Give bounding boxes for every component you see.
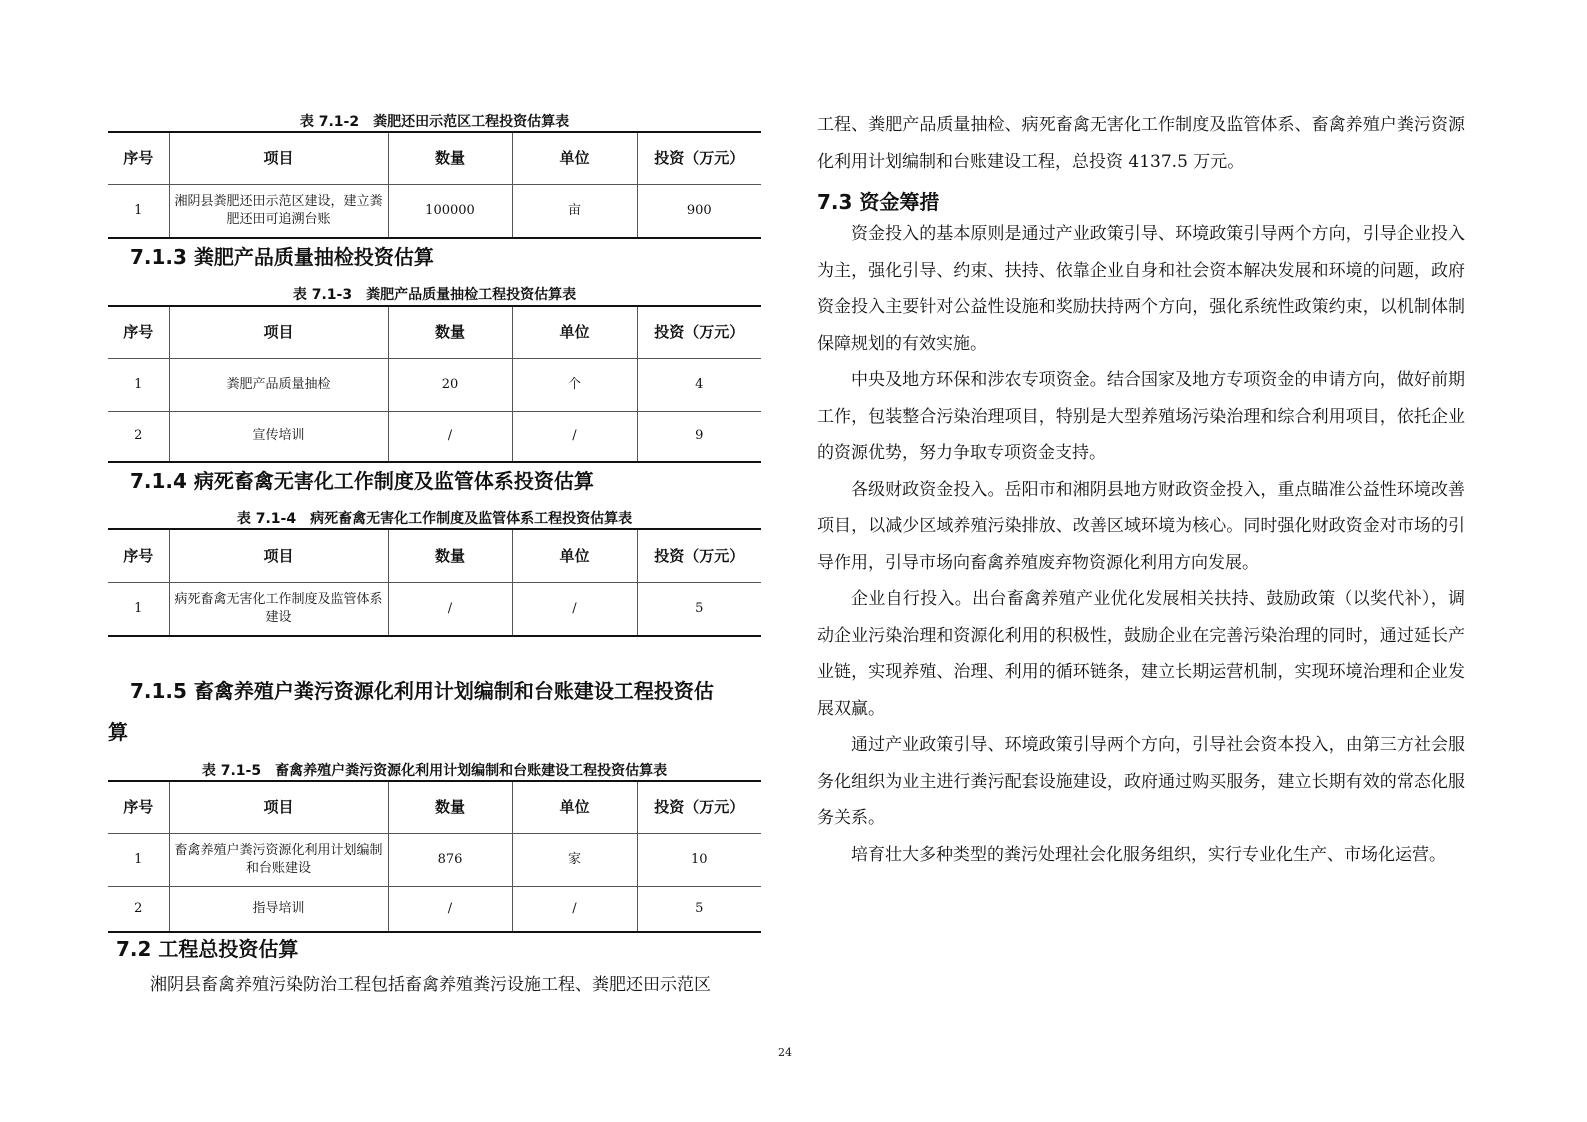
section-7-3-body: [817, 216, 1465, 873]
body-paragraph: 湘阴县畜禽养殖污染防治工程包括畜禽养殖粪污设施工程、粪肥还田示范区: [150, 975, 711, 995]
table-7-1-5: [108, 780, 761, 933]
table-caption: 表 7.1-2 粪肥还田示范区工程投资估算表: [299, 114, 570, 130]
body-paragraph: 企业自行投入。出台畜禽养殖产业优化发展相关扶持、鼓励政策（以奖代补），调动企业污染治理和资源化利用的积极性，鼓励企业在完善污染治理的同时，通过延长产业链，实现养殖、治理、利用的循环链条，建立长期运营机制，实现环境治理和企业发展双赢。: [817, 589, 1465, 719]
header-cell: 单位: [512, 529, 637, 582]
header-cell: 投资（万元）: [637, 781, 761, 833]
header-cell: 单位: [512, 306, 637, 358]
cell: 亩: [512, 184, 637, 238]
table-caption: 表 7.1-3 粪肥产品质量抽检工程投资估算表: [292, 287, 577, 303]
table-row: [108, 411, 761, 462]
header-cell: 投资（万元）: [637, 306, 761, 358]
table-row: [108, 358, 761, 411]
table-header-row: [108, 781, 761, 833]
cell: 2: [108, 411, 169, 462]
body-paragraph: 资金投入的基本原则是通过产业政策引导、环境政策引导两个方向，引导企业投入为主，强化引导、约束、扶持、依靠企业自身和社会资本解决发展和环境的问题，政府资金投入主要针对公益性设施和奖励扶持两个方向，强化系统性政策约束，以机制体制保障规划的有效实施。: [817, 224, 1465, 354]
header-cell: 数量: [388, 781, 512, 833]
table-row: [108, 582, 761, 636]
cell: 家: [512, 833, 637, 886]
header-cell: 数量: [388, 306, 512, 358]
table-header-row: [108, 529, 761, 582]
cell: /: [388, 582, 512, 636]
cell: 畜禽养殖户粪污资源化利用计划编制和台账建设: [169, 833, 388, 886]
cell: 个: [512, 358, 637, 411]
table-header-row: [108, 132, 761, 184]
table-7-1-4: [108, 528, 761, 637]
header-cell: 投资（万元）: [637, 132, 761, 184]
cell: 1: [108, 358, 169, 411]
header-cell: 项目: [169, 132, 388, 184]
header-cell: 单位: [512, 781, 637, 833]
header-cell: 投资（万元）: [637, 529, 761, 582]
section-heading-7-2: 7.2 工程总投资估算: [116, 937, 299, 961]
cell: 2: [108, 886, 169, 932]
header-cell: 项目: [169, 306, 388, 358]
body-paragraph-continuation: 工程、粪肥产品质量抽检、病死畜禽无害化工作制度及监管体系、畜禽养殖户粪污资源化利用计划编制和台账建设工程，总投资 4137.5 万元。: [817, 115, 1465, 172]
cell: 病死畜禽无害化工作制度及监管体系建设: [169, 582, 388, 636]
table-row: [108, 184, 761, 238]
cell: 4: [637, 358, 761, 411]
header-cell: 序号: [108, 306, 169, 358]
section-heading-7-1-5: 7.1.5 畜禽养殖户粪污资源化利用计划编制和台账建设工程投资估: [130, 679, 714, 703]
cell: 指导培训: [169, 886, 388, 932]
table-7-1-2: [108, 131, 761, 239]
cell: /: [512, 886, 637, 932]
cell: 900: [637, 184, 761, 238]
body-paragraph: 各级财政资金投入。岳阳市和湘阴县地方财政资金投入，重点瞄准公益性环境改善项目，以减少区域养殖污染排放、改善区域环境为核心。同时强化财政资金对市场的引导作用，引导市场向畜禽养殖废弃物资源化利用方向发展。: [817, 479, 1465, 573]
table-header-row: [108, 306, 761, 358]
cell: /: [512, 411, 637, 462]
header-cell: 数量: [388, 132, 512, 184]
cell: 10: [637, 833, 761, 886]
table-caption: 表 7.1-4 病死畜禽无害化工作制度及监管体系工程投资估算表: [236, 511, 633, 527]
cell: 1: [108, 833, 169, 886]
header-cell: 序号: [108, 529, 169, 582]
cell: 100000: [388, 184, 512, 238]
header-cell: 项目: [169, 529, 388, 582]
table-row: [108, 886, 761, 932]
cell: 5: [637, 582, 761, 636]
cell: 876: [388, 833, 512, 886]
section-heading-7-1-3: 7.1.3 粪肥产品质量抽检投资估算: [130, 245, 434, 269]
header-cell: 单位: [512, 132, 637, 184]
header-cell: 序号: [108, 132, 169, 184]
cell: 5: [637, 886, 761, 932]
cell: /: [388, 886, 512, 932]
cell: 1: [108, 582, 169, 636]
header-cell: 项目: [169, 781, 388, 833]
section-heading-7-1-4: 7.1.4 病死畜禽无害化工作制度及监管体系投资估算: [130, 469, 594, 493]
body-paragraph: 通过产业政策引导、环境政策引导两个方向，引导社会资本投入，由第三方社会服务化组织为业主进行粪污配套设施建设，政府通过购买服务，建立长期有效的常态化服务关系。: [817, 735, 1465, 828]
section-heading-7-1-5-cont: 算: [108, 720, 128, 744]
cell: 粪肥产品质量抽检: [169, 358, 388, 411]
cell: 20: [388, 358, 512, 411]
cell: 9: [637, 411, 761, 462]
cell: 1: [108, 184, 169, 238]
cell: 湘阴县粪肥还田示范区建设，建立粪肥还田可追溯台账: [169, 184, 388, 238]
table-row: [108, 833, 761, 886]
body-paragraph: 中央及地方环保和涉农专项资金。结合国家及地方专项资金的申请方向，做好前期工作，包装整合污染治理项目，特别是大型养殖场污染治理和综合利用项目，依托企业的资源优势，努力争取专项资金支持。: [817, 370, 1465, 463]
header-cell: 数量: [388, 529, 512, 582]
table-7-1-3: [108, 305, 761, 463]
header-cell: 序号: [108, 781, 169, 833]
cell: 宣传培训: [169, 411, 388, 462]
cell: /: [512, 582, 637, 636]
cell: /: [388, 411, 512, 462]
page-number: 24: [778, 1046, 792, 1059]
section-heading-7-3: 7.3 资金筹措: [817, 190, 940, 214]
table-caption: 表 7.1-5 畜禽养殖户粪污资源化利用计划编制和台账建设工程投资估算表: [201, 763, 668, 779]
body-paragraph: 培育壮大多种类型的粪污处理社会化服务组织，实行专业化生产、市场化运营。: [851, 844, 1446, 865]
